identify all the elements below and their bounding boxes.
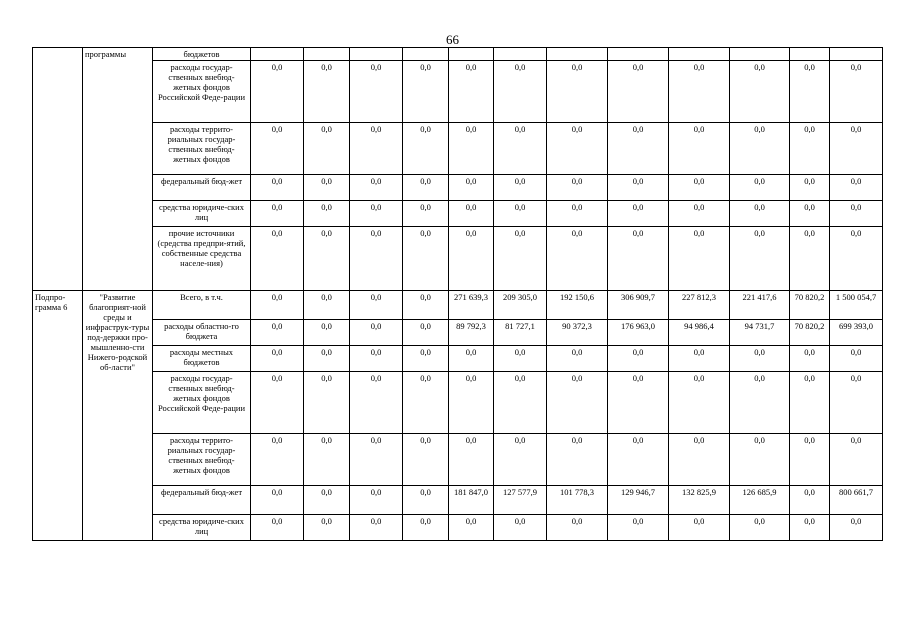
value-cell: 0,0 [251, 201, 304, 227]
value-cell: 0,0 [251, 175, 304, 201]
value-cell [830, 48, 883, 61]
value-cell: 0,0 [608, 175, 669, 201]
value-cell: 0,0 [608, 61, 669, 123]
value-cell [790, 48, 830, 61]
value-cell: 0,0 [494, 372, 547, 434]
funding-source-cell: расходы государ-ственных внебюд-жетных фондов Российской Феде-рации [153, 61, 251, 123]
value-cell: 0,0 [304, 123, 350, 175]
value-cell: 0,0 [403, 123, 449, 175]
value-cell: 0,0 [350, 515, 403, 541]
table-row [33, 123, 883, 175]
value-cell: 0,0 [730, 515, 790, 541]
value-cell: 0,0 [304, 291, 350, 320]
value-cell: 0,0 [494, 123, 547, 175]
funding-source-cell: расходы государ-ственных внебюд-жетных фондов Российской Феде-рации [153, 372, 251, 434]
value-cell: 0,0 [830, 434, 883, 486]
value-cell: 0,0 [830, 227, 883, 291]
value-cell: 0,0 [403, 372, 449, 434]
table-row [33, 434, 883, 486]
funding-source-cell: средства юридиче-ских лиц [153, 201, 251, 227]
value-cell: 271 639,3 [449, 291, 494, 320]
value-cell [494, 48, 547, 61]
value-cell: 0,0 [449, 372, 494, 434]
value-cell: 0,0 [790, 175, 830, 201]
funding-source-cell: федеральный бюд-жет [153, 175, 251, 201]
value-cell: 0,0 [304, 227, 350, 291]
table-row [33, 227, 883, 291]
value-cell: 0,0 [494, 61, 547, 123]
value-cell: 0,0 [790, 346, 830, 372]
table-row [33, 346, 883, 372]
value-cell [251, 48, 304, 61]
value-cell: 0,0 [830, 372, 883, 434]
table-row [33, 320, 883, 346]
value-cell: 0,0 [304, 320, 350, 346]
value-cell: 0,0 [494, 201, 547, 227]
value-cell: 0,0 [669, 346, 730, 372]
value-cell: 800 661,7 [830, 486, 883, 515]
value-cell: 94 731,7 [730, 320, 790, 346]
value-cell: 0,0 [251, 486, 304, 515]
value-cell: 0,0 [403, 201, 449, 227]
value-cell: 0,0 [669, 434, 730, 486]
program-name-cell: программы [83, 48, 153, 291]
value-cell: 221 417,6 [730, 291, 790, 320]
value-cell: 0,0 [350, 291, 403, 320]
value-cell: 127 577,9 [494, 486, 547, 515]
table-row [33, 515, 883, 541]
table-row [33, 291, 883, 320]
value-cell: 0,0 [403, 291, 449, 320]
value-cell: 0,0 [547, 123, 608, 175]
value-cell: 227 812,3 [669, 291, 730, 320]
program-id-cell [33, 48, 83, 291]
value-cell: 0,0 [669, 61, 730, 123]
value-cell: 0,0 [547, 515, 608, 541]
value-cell: 89 792,3 [449, 320, 494, 346]
value-cell: 0,0 [494, 227, 547, 291]
value-cell: 0,0 [730, 123, 790, 175]
subprogram-id-cell: Подпро-грамма 6 [33, 291, 83, 541]
value-cell: 0,0 [830, 515, 883, 541]
value-cell: 0,0 [669, 372, 730, 434]
value-cell: 0,0 [350, 346, 403, 372]
value-cell: 0,0 [251, 291, 304, 320]
value-cell: 132 825,9 [669, 486, 730, 515]
value-cell: 0,0 [403, 175, 449, 201]
table-body [33, 48, 883, 541]
value-cell: 0,0 [494, 346, 547, 372]
value-cell: 0,0 [669, 123, 730, 175]
value-cell: 0,0 [251, 320, 304, 346]
value-cell: 0,0 [350, 175, 403, 201]
value-cell: 0,0 [790, 434, 830, 486]
value-cell: 0,0 [547, 61, 608, 123]
value-cell: 70 820,2 [790, 291, 830, 320]
value-cell: 0,0 [547, 201, 608, 227]
value-cell: 0,0 [608, 123, 669, 175]
value-cell: 0,0 [730, 372, 790, 434]
value-cell: 209 305,0 [494, 291, 547, 320]
value-cell: 0,0 [449, 61, 494, 123]
value-cell: 181 847,0 [449, 486, 494, 515]
value-cell: 0,0 [350, 486, 403, 515]
value-cell: 0,0 [608, 372, 669, 434]
value-cell: 0,0 [350, 434, 403, 486]
value-cell: 0,0 [304, 372, 350, 434]
value-cell: 1 500 054,7 [830, 291, 883, 320]
value-cell: 0,0 [494, 515, 547, 541]
funding-source-cell: Всего, в т.ч. [153, 291, 251, 320]
value-cell: 0,0 [304, 201, 350, 227]
value-cell: 0,0 [251, 515, 304, 541]
value-cell: 0,0 [608, 201, 669, 227]
value-cell: 0,0 [251, 61, 304, 123]
value-cell: 0,0 [730, 227, 790, 291]
value-cell [449, 48, 494, 61]
value-cell: 70 820,2 [790, 320, 830, 346]
funding-source-cell: федеральный бюд-жет [153, 486, 251, 515]
value-cell: 0,0 [251, 346, 304, 372]
funding-source-cell: средства юридиче-ских лиц [153, 515, 251, 541]
value-cell: 0,0 [730, 61, 790, 123]
funding-source-cell: расходы местных бюджетов [153, 346, 251, 372]
value-cell: 0,0 [350, 123, 403, 175]
value-cell: 0,0 [790, 372, 830, 434]
value-cell: 0,0 [830, 61, 883, 123]
value-cell: 0,0 [449, 515, 494, 541]
table-row [33, 48, 883, 61]
value-cell: 126 685,9 [730, 486, 790, 515]
value-cell: 0,0 [608, 434, 669, 486]
value-cell [403, 48, 449, 61]
value-cell: 0,0 [403, 320, 449, 346]
value-cell: 0,0 [403, 346, 449, 372]
value-cell: 0,0 [790, 123, 830, 175]
value-cell: 0,0 [730, 346, 790, 372]
value-cell: 0,0 [304, 175, 350, 201]
value-cell: 0,0 [449, 123, 494, 175]
value-cell: 0,0 [350, 201, 403, 227]
value-cell: 94 986,4 [669, 320, 730, 346]
value-cell: 0,0 [730, 175, 790, 201]
table-row [33, 372, 883, 434]
value-cell: 306 909,7 [608, 291, 669, 320]
value-cell [304, 48, 350, 61]
value-cell: 0,0 [251, 227, 304, 291]
value-cell: 0,0 [790, 515, 830, 541]
value-cell: 0,0 [350, 372, 403, 434]
funding-source-cell: расходы областно-го бюджета [153, 320, 251, 346]
value-cell: 0,0 [547, 346, 608, 372]
value-cell: 0,0 [350, 61, 403, 123]
value-cell: 0,0 [547, 175, 608, 201]
subprogram-name-cell: "Развитие благоприят-ной среды и инфраструк-туры под-держки про-мышленно-сти Нижего-родской об-ласти" [83, 291, 153, 541]
table-row [33, 175, 883, 201]
value-cell [669, 48, 730, 61]
value-cell: 0,0 [449, 201, 494, 227]
value-cell: 0,0 [669, 175, 730, 201]
value-cell: 0,0 [350, 320, 403, 346]
page-number: 66 [446, 32, 459, 47]
value-cell: 192 150,6 [547, 291, 608, 320]
value-cell [608, 48, 669, 61]
value-cell: 0,0 [547, 434, 608, 486]
value-cell [350, 48, 403, 61]
value-cell: 0,0 [449, 434, 494, 486]
value-cell: 0,0 [304, 61, 350, 123]
value-cell: 0,0 [669, 515, 730, 541]
value-cell: 0,0 [730, 201, 790, 227]
value-cell: 0,0 [790, 201, 830, 227]
value-cell: 101 778,3 [547, 486, 608, 515]
funding-source-cell: расходы террито-риальных государ-ственных внебюд-жетных фондов [153, 123, 251, 175]
value-cell: 0,0 [669, 227, 730, 291]
value-cell: 0,0 [350, 227, 403, 291]
value-cell: 0,0 [830, 175, 883, 201]
value-cell: 0,0 [790, 61, 830, 123]
funding-source-cell: прочие источники (средства предпри-ятий, собственные средства населе-ния) [153, 227, 251, 291]
value-cell: 0,0 [608, 227, 669, 291]
value-cell: 699 393,0 [830, 320, 883, 346]
value-cell: 0,0 [790, 486, 830, 515]
value-cell: 0,0 [730, 434, 790, 486]
value-cell: 0,0 [608, 346, 669, 372]
table-row [33, 61, 883, 123]
value-cell: 176 963,0 [608, 320, 669, 346]
value-cell: 0,0 [830, 123, 883, 175]
value-cell: 0,0 [547, 372, 608, 434]
value-cell: 0,0 [304, 515, 350, 541]
funding-source-cell: бюджетов [153, 48, 251, 61]
value-cell: 81 727,1 [494, 320, 547, 346]
value-cell: 0,0 [830, 201, 883, 227]
value-cell: 0,0 [251, 372, 304, 434]
value-cell: 129 946,7 [608, 486, 669, 515]
value-cell [730, 48, 790, 61]
value-cell: 0,0 [251, 123, 304, 175]
value-cell [547, 48, 608, 61]
value-cell: 0,0 [403, 434, 449, 486]
value-cell: 0,0 [449, 227, 494, 291]
table-row [33, 201, 883, 227]
budget-table [32, 47, 883, 541]
value-cell: 0,0 [608, 515, 669, 541]
table-row [33, 486, 883, 515]
value-cell: 0,0 [403, 61, 449, 123]
value-cell: 0,0 [494, 175, 547, 201]
value-cell: 0,0 [304, 434, 350, 486]
value-cell: 0,0 [547, 227, 608, 291]
value-cell: 0,0 [251, 434, 304, 486]
funding-source-cell: расходы террито-риальных государ-ственных внебюд-жетных фондов [153, 434, 251, 486]
value-cell: 0,0 [304, 486, 350, 515]
value-cell: 0,0 [669, 201, 730, 227]
value-cell: 0,0 [403, 486, 449, 515]
value-cell: 0,0 [494, 434, 547, 486]
value-cell: 90 372,3 [547, 320, 608, 346]
value-cell: 0,0 [449, 346, 494, 372]
value-cell: 0,0 [449, 175, 494, 201]
value-cell: 0,0 [830, 346, 883, 372]
value-cell: 0,0 [403, 515, 449, 541]
value-cell: 0,0 [403, 227, 449, 291]
value-cell: 0,0 [790, 227, 830, 291]
value-cell: 0,0 [304, 346, 350, 372]
